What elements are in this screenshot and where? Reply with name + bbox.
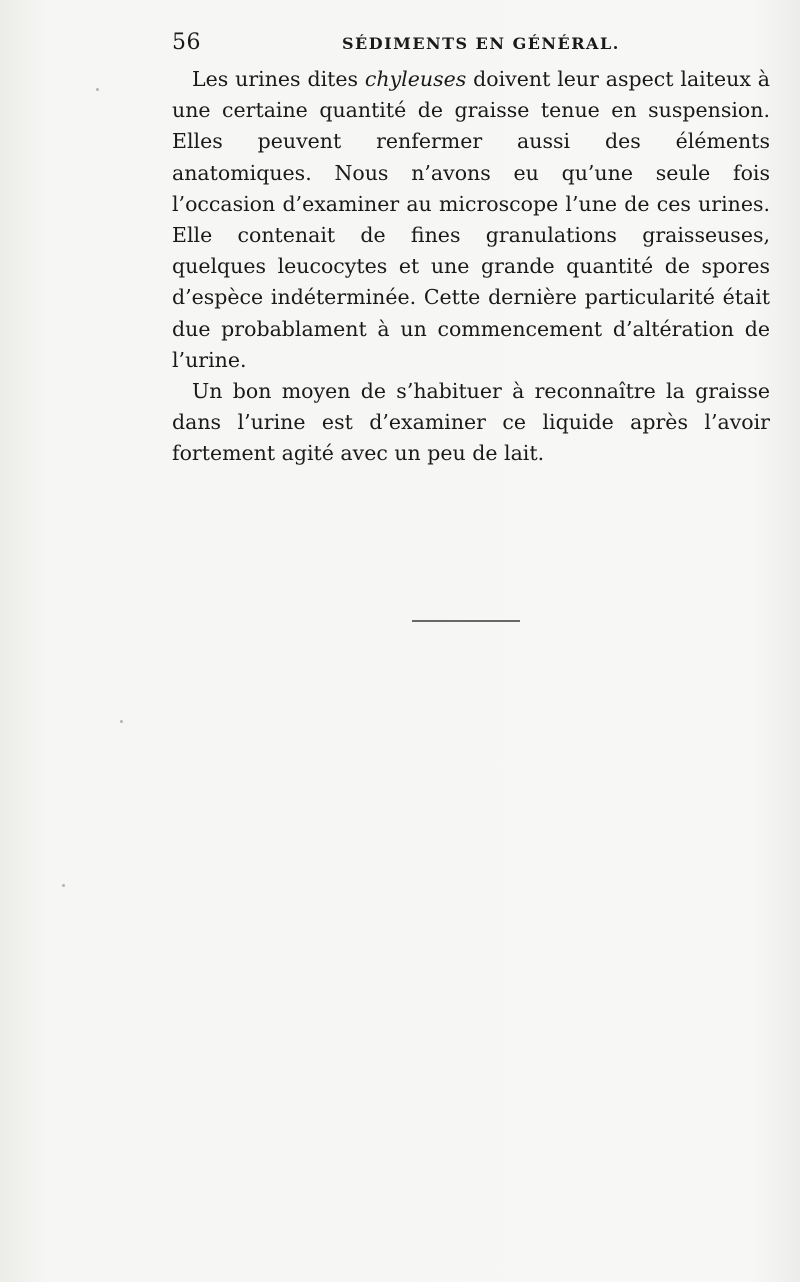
page-number: 56 — [172, 30, 201, 55]
paragraph-1-rest: doivent leur aspect laiteux à une certaine quantité de graisse tenue en suspension. Elles peuvent renfermer aussi des éléments anatomiques. Nous n’avons eu qu’une seule fois l’occasion d’examiner au microscope l’une de ces urines. Elle contenait de fines granulations graisseuses, quelques leucocytes et une grande quantité de spores d’espèce indéterminée. Cette dernière particularité était due probablament à un commencement d’altération de l’urine. — [172, 67, 770, 372]
main-text — [172, 64, 770, 470]
italic-term: chyleuses — [364, 67, 467, 91]
paragraph-graisse: Un bon moyen de s’habituer à reconnaître la graisse dans l’urine est d’examiner ce liquide après l’avoir fortement agité avec un peu de lait. — [172, 379, 770, 466]
bleed-through-rule — [412, 620, 520, 622]
paper-speck — [96, 88, 99, 91]
page-header — [172, 30, 770, 60]
paper-speck — [62, 884, 65, 887]
paragraph-1-start: Les urines dites — [192, 67, 365, 91]
running-head: SÉDIMENTS EN GÉNÉRAL. — [342, 34, 620, 53]
paper-speck — [120, 720, 123, 723]
paragraph-chyleuses — [172, 64, 770, 376]
